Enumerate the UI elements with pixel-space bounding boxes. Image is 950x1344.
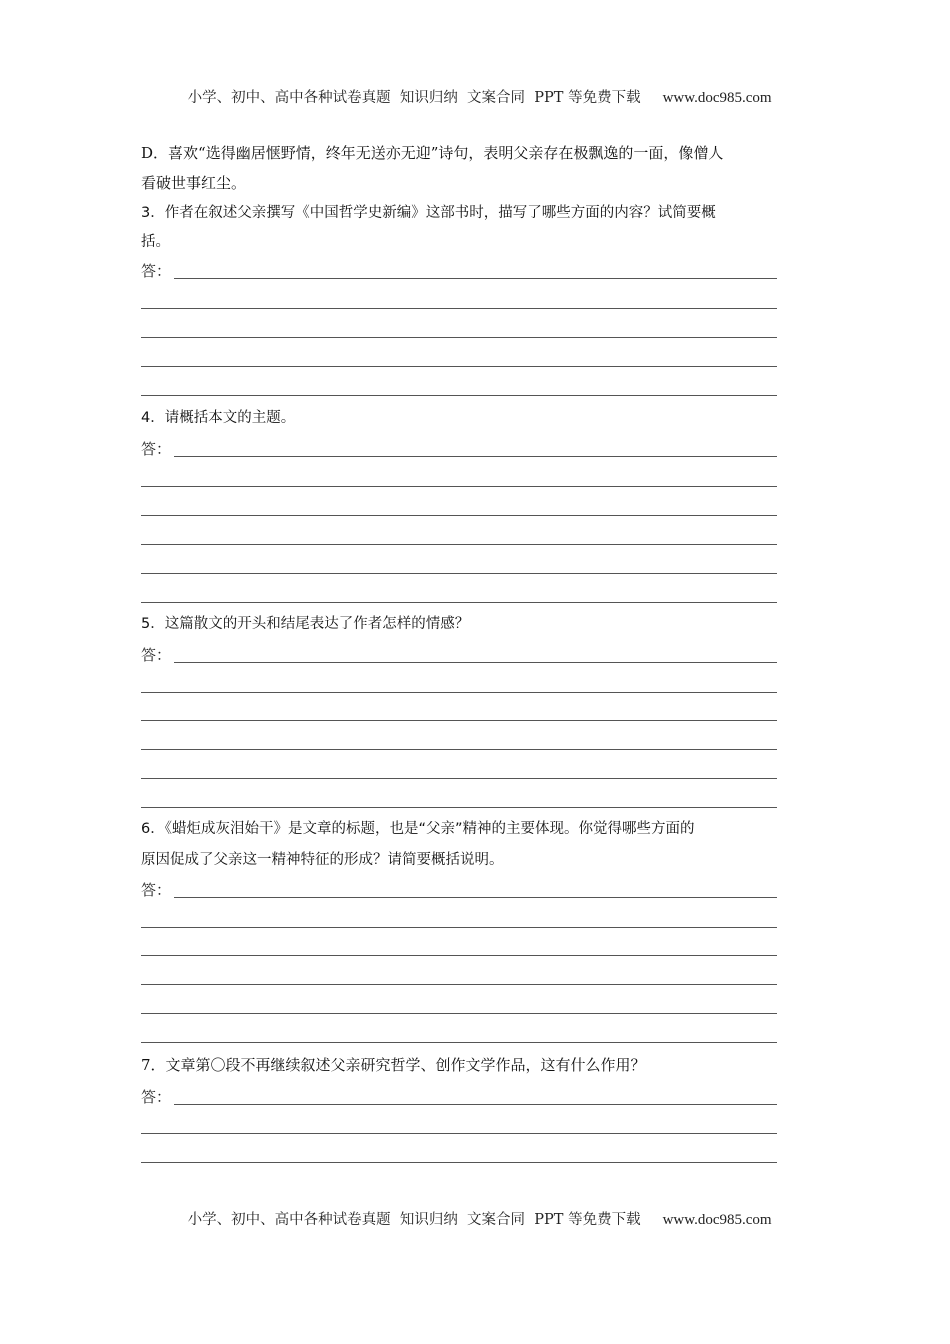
page-footer (0, 1192, 950, 1229)
answer-line-q4-3[interactable] (141, 515, 777, 516)
answer-line-q5-6[interactable] (141, 807, 777, 808)
answer-line-q6-2[interactable] (141, 927, 777, 928)
answer-line-q7-2[interactable] (141, 1133, 777, 1134)
answer-line-q3-2[interactable] (141, 308, 777, 309)
answer-line-q4-4[interactable] (141, 544, 777, 545)
question-6-line2: 原因促成了父亲这一精神特征的形成？请简要概括说明。 (141, 852, 504, 868)
question-6-line1: 6．《蜡炬成灰泪始干》是文章的标题，也是“父亲”精神的主要体现。你觉得哪些方面的 (141, 821, 695, 837)
answer-line-q3-3[interactable] (141, 337, 777, 338)
answer-line-q6-4[interactable] (141, 984, 777, 985)
option-d-line2: 看破世事红尘。 (141, 174, 247, 192)
header-url: www.doc985.com (662, 90, 772, 106)
answer-line-q4-6[interactable] (141, 602, 777, 603)
answer-line-q6-5[interactable] (141, 1013, 777, 1014)
answer-label-q5: 答： (141, 646, 172, 664)
answer-line-q4-1[interactable] (174, 456, 777, 457)
page-header (0, 70, 950, 107)
question-3-line2: 括。 (141, 234, 170, 250)
answer-line-q3-5[interactable] (141, 395, 777, 396)
option-d-line1: D．喜欢“选得幽居惬野情，终年无送亦无迎”诗句，表明父亲存在极飘逸的一面，像僧人 (141, 144, 724, 162)
answer-line-q6-6[interactable] (141, 1042, 777, 1043)
footer-text: 小学、初中、高中各种试卷真题 知识归纳 文案合同 PPT 等免费下载 (187, 1212, 641, 1228)
answer-line-q7-3[interactable] (141, 1162, 777, 1163)
answer-label-q3: 答： (141, 262, 172, 280)
answer-line-q4-5[interactable] (141, 573, 777, 574)
answer-label-q4: 答： (141, 440, 172, 458)
answer-line-q7-1[interactable] (174, 1104, 777, 1105)
header-text: 小学、初中、高中各种试卷真题 知识归纳 文案合同 PPT 等免费下载 (187, 90, 641, 106)
answer-line-q5-4[interactable] (141, 749, 777, 750)
question-5-line1: 5．这篇散文的开头和结尾表达了作者怎样的情感？ (141, 616, 470, 632)
answer-line-q6-3[interactable] (141, 955, 777, 956)
answer-label-q6: 答： (141, 881, 172, 899)
answer-line-q5-5[interactable] (141, 778, 777, 779)
answer-line-q4-2[interactable] (141, 486, 777, 487)
question-7-line1: 7．文章第〇段不再继续叙述父亲研究哲学、创作文学作品，这有什么作用？ (141, 1056, 646, 1074)
answer-line-q5-1[interactable] (174, 662, 777, 663)
answer-line-q5-3[interactable] (141, 720, 777, 721)
answer-label-q7: 答： (141, 1088, 172, 1106)
question-4-line1: 4．请概括本文的主题。 (141, 410, 296, 426)
answer-line-q6-1[interactable] (174, 897, 777, 898)
answer-line-q5-2[interactable] (141, 692, 777, 693)
footer-url: www.doc985.com (662, 1212, 772, 1228)
answer-line-q3-4[interactable] (141, 366, 777, 367)
answer-line-q3-1[interactable] (174, 278, 777, 279)
question-3-line1: 3．作者在叙述父亲撰写《中国哲学史新编》这部书时，描写了哪些方面的内容？试简要概 (141, 205, 716, 221)
